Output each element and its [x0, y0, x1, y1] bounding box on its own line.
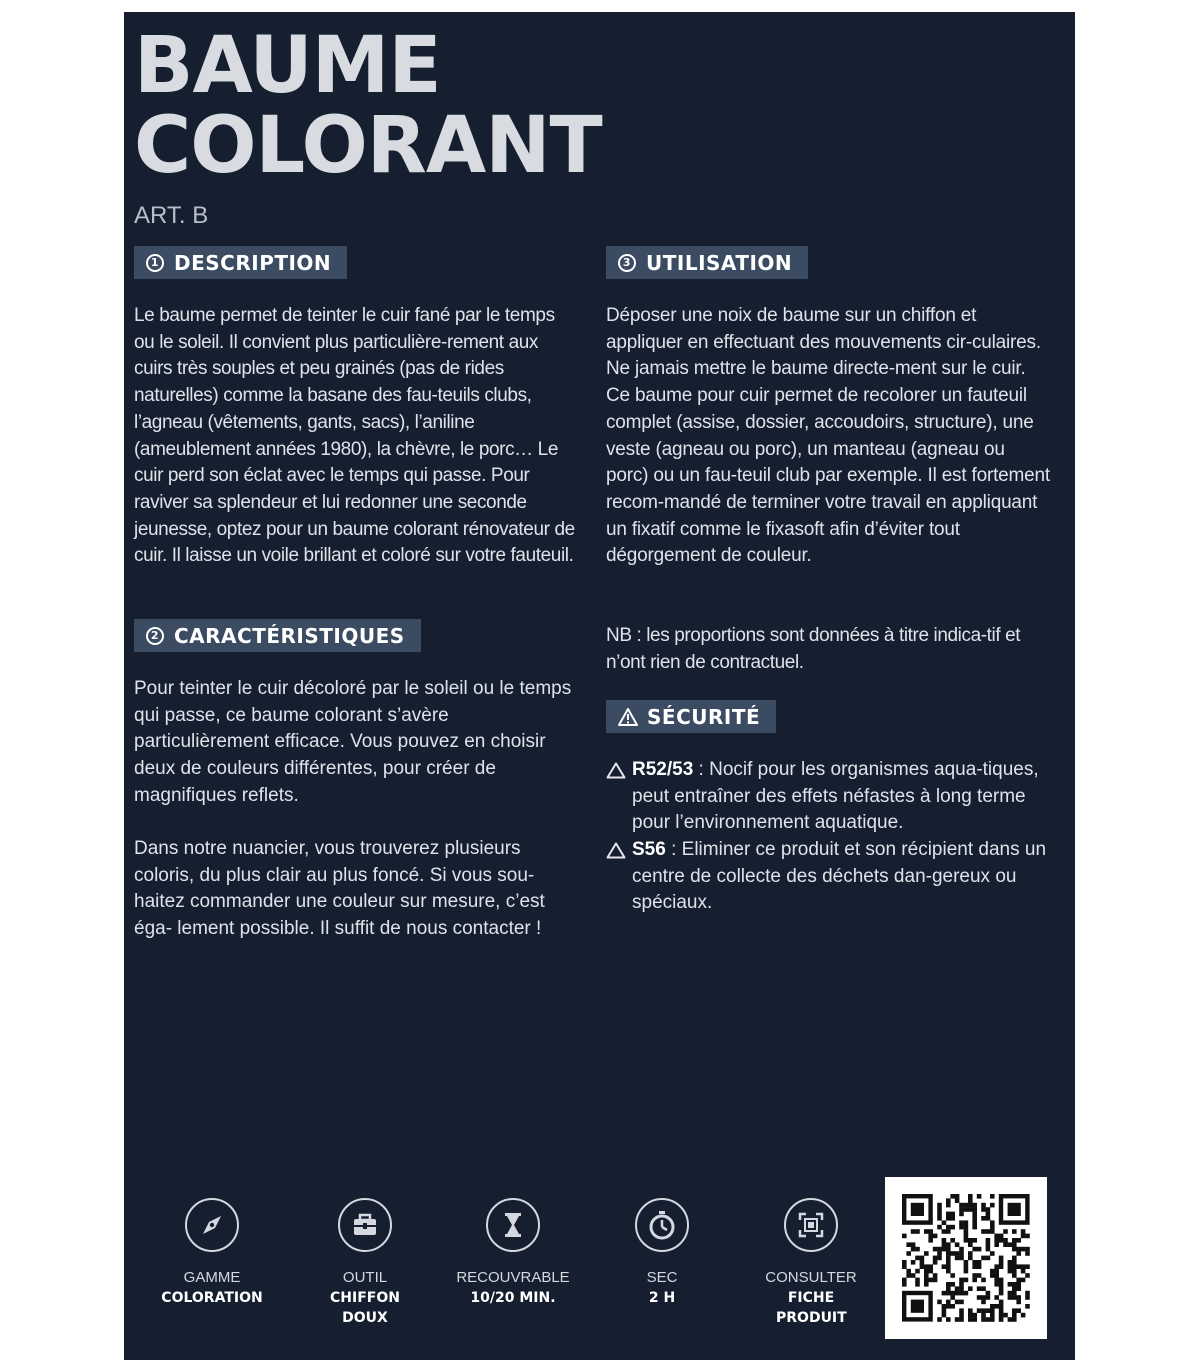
product-sheet: [124, 12, 1075, 1360]
usage-text-1: Déposer une noix de baume sur un chiffon et appliquer en effectuant des mouvements cir-culaires. Ne jamais mettre le baume directe-ment sur le cuir. Ce baume pour cuir permet de recolorer un fauteuil complet (assise, dossier, accoudoirs, structure), une veste (agneau ou porc), un manteau (agneau ou porc) ou un fau-teuil club par exemple. Il est fortement recom-mandé de terminer votre travail en appliquant un fixatif comme le fixasoft afin d’éviter tout dégorgement de couleur.: [606, 305, 1050, 567]
section-title: DESCRIPTION: [174, 250, 332, 275]
usage-text-2: NB : les proportions sont données à titre indica-tif et n’ont rien de contractuel.: [606, 625, 1021, 673]
footer-value: FICHE PRODUIT: [776, 1290, 847, 1326]
section-title: UTILISATION: [646, 250, 793, 275]
safety-text: : Eliminer ce produit et son récipient dans un centre de collecte des déchets dan-gereux ou spéciaux.: [632, 839, 1047, 914]
footer-recoat: [443, 1198, 583, 1308]
hazard-triangle-icon: [606, 842, 626, 859]
footer-tool: [295, 1198, 435, 1328]
hazard-triangle-icon: [606, 762, 626, 779]
footer-label: RECOUVRABLE: [456, 1269, 570, 1286]
description-text: Le baume permet de teinter le cuir fané par le temps ou le soleil. Il convient plus particulière-rement aux cuirs très souples et peu grainés (pas de rides naturelles) comme la basane des fau-teuils clubs, l’agneau (vêtements, gants, sacs), l’aniline (ameublement années 1980), la chèvre, le porc… Le cuir perd son éclat avec le temps qui passe. Pour raviver sa splendeur et lui redonner une seconde jeunesse, optez pour un baume colorant rénovateur de cuir. Il laisse un voile brillant et coloré sur votre fauteuil.: [134, 305, 575, 567]
footer-value: 10/20 MIN.: [470, 1290, 556, 1306]
toolbox-icon: [338, 1198, 392, 1252]
qr-code-image: [885, 1177, 1047, 1339]
safety-code: S56: [632, 839, 666, 860]
footer-label: GAMME: [183, 1269, 241, 1286]
section-safety-header: [606, 700, 776, 733]
footer-value: 2 H: [648, 1290, 676, 1306]
scan-icon[interactable]: [784, 1198, 838, 1252]
safety-phrase: [606, 837, 1050, 917]
warning-icon: [618, 708, 638, 726]
stopwatch-icon: [635, 1198, 689, 1252]
footer-value: COLORATION: [161, 1290, 263, 1306]
compass-icon: [185, 1198, 239, 1252]
characteristics-text-2: Dans notre nuancier, vous trouverez plusieurs coloris, du plus clair au plus foncé. Si vous sou-haitez commander une couleur sur mesure, c’est éga- lement possible. Il suffit de nous contacter !: [134, 838, 545, 940]
section-number: 1: [146, 254, 164, 272]
risk-text: : Nocif pour les organismes aqua-tiques, peut entraîner des effets néfastes à long terme pour l’environnement aquatique.: [632, 759, 1039, 834]
footer-product-sheet[interactable]: [741, 1198, 881, 1328]
footer-label: OUTIL: [342, 1269, 388, 1286]
title-line-1: BAUME: [134, 21, 441, 111]
section-number: 2: [146, 627, 164, 645]
footer-label: CONSULTER: [765, 1269, 857, 1286]
product-title: [134, 21, 602, 191]
article-code: ART. B: [134, 202, 209, 229]
hourglass-icon: [486, 1198, 540, 1252]
section-description-header: [134, 246, 347, 279]
title-line-2: COLORANT: [134, 101, 602, 191]
section-title: SÉCURITÉ: [647, 704, 761, 729]
footer-value: CHIFFON DOUX: [330, 1290, 400, 1326]
footer-dry: [592, 1198, 732, 1308]
characteristics-text-1: Pour teinter le cuir décoloré par le soleil ou le temps qui passe, ce baume colorant s’avère particulièrement efficace. Vous pouvez en choisir deux de couleurs différentes, pour créer de magnifiques reflets.: [134, 678, 572, 806]
risk-phrase: [606, 757, 1050, 837]
risk-code: R52/53: [632, 759, 694, 780]
qr-code[interactable]: [885, 1177, 1047, 1339]
section-title: CARACTÉRISTIQUES: [174, 623, 405, 648]
section-characteristics-header: [134, 619, 421, 652]
footer-range: [142, 1198, 282, 1308]
footer-label: SEC: [646, 1269, 678, 1286]
section-number: 3: [618, 254, 636, 272]
section-usage-header: [606, 246, 808, 279]
